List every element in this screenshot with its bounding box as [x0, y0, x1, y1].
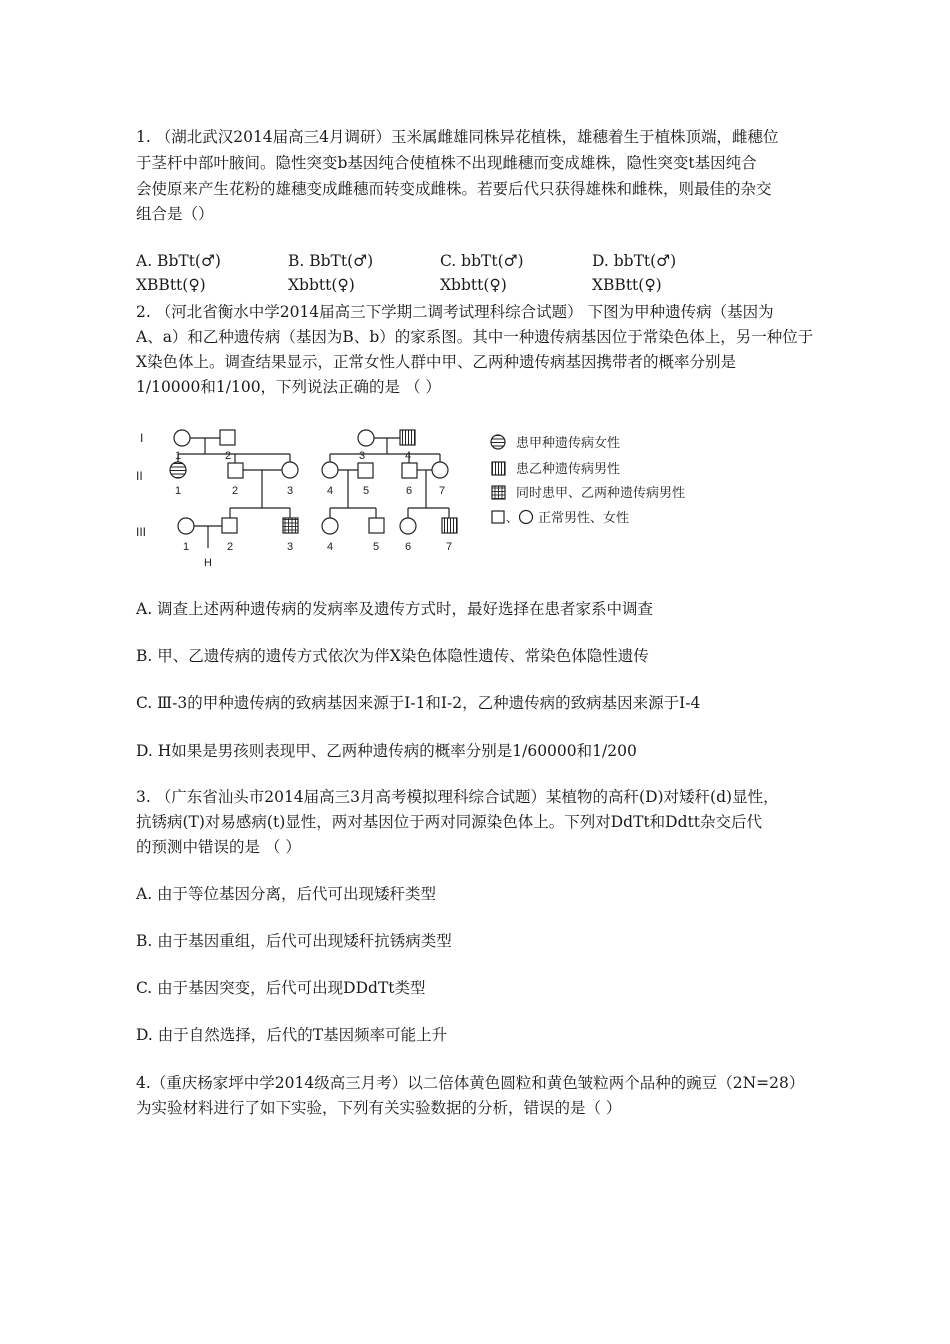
- num-ii-6: 6: [405, 485, 413, 497]
- q1-line-1: 1. （湖北武汉2014届高三4月调研）玉米属雌雄同株异花植株，雄穗着生于植株顶端，雌穗位: [136, 128, 779, 146]
- i-4-affected-male: [400, 430, 415, 445]
- legend-affected-female-icon: [491, 435, 505, 449]
- num-ii-2: 2: [231, 485, 239, 497]
- num-ii-4: 4: [326, 485, 334, 497]
- q3-option-d: D. 由于自然选择，后代的T基因频率可能上升: [136, 1026, 448, 1044]
- q2-line-4: 1/10000和1/100，下列说法正确的是 （ ）: [136, 378, 441, 396]
- svg-text:、: 、: [506, 511, 519, 525]
- gen-label-iii: III: [136, 525, 147, 539]
- legend-normal-female-icon: [520, 511, 533, 524]
- num-i-4: 4: [404, 450, 412, 462]
- q3-option-a: A. 由于等位基因分离，后代可出现矮秆类型: [136, 885, 437, 903]
- num-iii-3: 3: [286, 541, 294, 553]
- q1-option-a-female: XBBtt(♀): [136, 276, 206, 294]
- i-3-female: [358, 430, 374, 446]
- ii-6-male: [402, 463, 417, 478]
- num-iii-6: 6: [404, 541, 412, 553]
- num-iii-7: 7: [445, 541, 453, 553]
- num-iii-5: 5: [372, 541, 380, 553]
- legend-text-3: 同时患甲、乙两种遗传病男性: [516, 486, 686, 501]
- legend-text-4: 正常男性、女性: [538, 511, 630, 526]
- num-i-3: 3: [358, 450, 366, 462]
- ii-7-female: [432, 462, 448, 478]
- q1-option-d-male: D. bbTt(♂): [592, 252, 677, 270]
- pedigree-diagram: [136, 420, 760, 580]
- q1-line-4: 组合是（）: [136, 205, 214, 223]
- q2-line-1: 2. （河北省衡水中学2014届高三下学期二调考试理科综合试题） 下图为甲种遗传病（基因为: [136, 303, 774, 321]
- q2-line-2: A、a）和乙种遗传病（基因为B、b）的家系图。其中一种遗传病基因位于常染色体上，另一种位于: [136, 328, 814, 346]
- iii-1-female: [178, 518, 194, 534]
- q1-line-3: 会使原来产生花粉的雄穗变成雌穗而转变成雌株。若要后代只获得雄株和雌株，则最佳的杂交: [136, 180, 772, 198]
- q2-option-c: C. Ⅲ-3的甲种遗传病的致病基因来源于Ⅰ-1和Ⅰ-2，乙种遗传病的致病基因来源于Ⅰ-4: [136, 694, 701, 712]
- legend-normal-male-icon: [492, 511, 504, 523]
- iii-6-female: [400, 518, 416, 534]
- q1-line-2: 于茎杆中部叶腋间。隐性突变b基因纯合使植株不出现雌穗而变成雄株，隐性突变t基因纯合: [136, 154, 757, 172]
- q2-line-3: X染色体上。调查结果显示，正常女性人群中甲、乙两种遗传病基因携带者的概率分别是: [136, 353, 737, 371]
- q2-option-d: D. H如果是男孩则表现甲、乙两种遗传病的概率分别是1/60000和1/200: [136, 742, 637, 760]
- iii-3-affected-male-both: [283, 518, 298, 533]
- num-iii-4: 4: [326, 541, 334, 553]
- q4-line-1: 4.（重庆杨家坪中学2014级高三月考）以二倍体黄色圆粒和黄色皱粒两个品种的豌豆（2N=28）: [136, 1074, 805, 1092]
- legend-text-2: 患乙种遗传病男性: [516, 462, 621, 477]
- ii-3-female: [282, 462, 298, 478]
- q1-option-d-female: XBBtt(♀): [592, 276, 662, 294]
- q1-option-c-male: C. bbTt(♂): [440, 252, 524, 270]
- iii-7-affected-male: [442, 518, 457, 533]
- q3-line-1: 3. （广东省汕头市2014届高三3月高考模拟理科综合试题）某植物的高秆(D)对矮秆(d)显性，: [136, 788, 779, 806]
- gen-label-i: I: [140, 431, 144, 445]
- i-1-female: [174, 430, 190, 446]
- legend-both-affected-male-icon: [492, 486, 505, 499]
- gen-label-ii: II: [136, 469, 143, 483]
- num-ii-3: 3: [286, 485, 294, 497]
- q1-option-b-female: Xbbtt(♀): [288, 276, 355, 294]
- q3-option-c: C. 由于基因突变，后代可出现DDdTt类型: [136, 979, 426, 997]
- iii-2-male: [222, 518, 237, 533]
- ii-1-affected-female: [170, 462, 186, 478]
- ii-2-male: [228, 463, 243, 478]
- q3-line-2: 抗锈病(T)对易感病(t)显性，两对基因位于两对同源染色体上。下列对DdTt和Ddtt杂交后代: [136, 813, 762, 831]
- legend-affected-male-icon: [492, 462, 505, 475]
- i-2-male: [220, 430, 235, 445]
- ii-5-male: [358, 463, 373, 478]
- num-ii-5: 5: [362, 485, 370, 497]
- num-iii-1: 1: [182, 541, 190, 553]
- num-iii-2: 2: [226, 541, 234, 553]
- q4-line-2: 为实验材料进行了如下实验，下列有关实验数据的分析，错误的是（ ）: [136, 1099, 622, 1117]
- num-ii-7: 7: [438, 485, 446, 497]
- num-ii-1: 1: [174, 485, 182, 497]
- q2-option-b: B. 甲、乙遗传病的遗传方式依次为伴X染色体隐性遗传、常染色体隐性遗传: [136, 647, 649, 665]
- q3-option-b: B. 由于基因重组，后代可出现矮秆抗锈病类型: [136, 932, 452, 950]
- q1-option-a-male: A. BbTt(♂): [136, 252, 221, 270]
- q2-option-a: A. 调查上述两种遗传病的发病率及遗传方式时，最好选择在患者家系中调查: [136, 600, 654, 618]
- q1-option-c-female: Xbbtt(♀): [440, 276, 507, 294]
- num-i-2: 2: [224, 450, 232, 462]
- legend-text-1: 患甲种遗传病女性: [516, 436, 621, 451]
- num-i-1: 1: [174, 450, 182, 462]
- ii-4-female: [322, 462, 338, 478]
- q3-line-3: 的预测中错误的是 （ ）: [136, 838, 301, 856]
- iii-4-female: [322, 518, 338, 534]
- q1-option-b-male: B. BbTt(♂): [288, 252, 374, 270]
- h-label: H: [204, 557, 212, 569]
- iii-5-male: [369, 518, 384, 533]
